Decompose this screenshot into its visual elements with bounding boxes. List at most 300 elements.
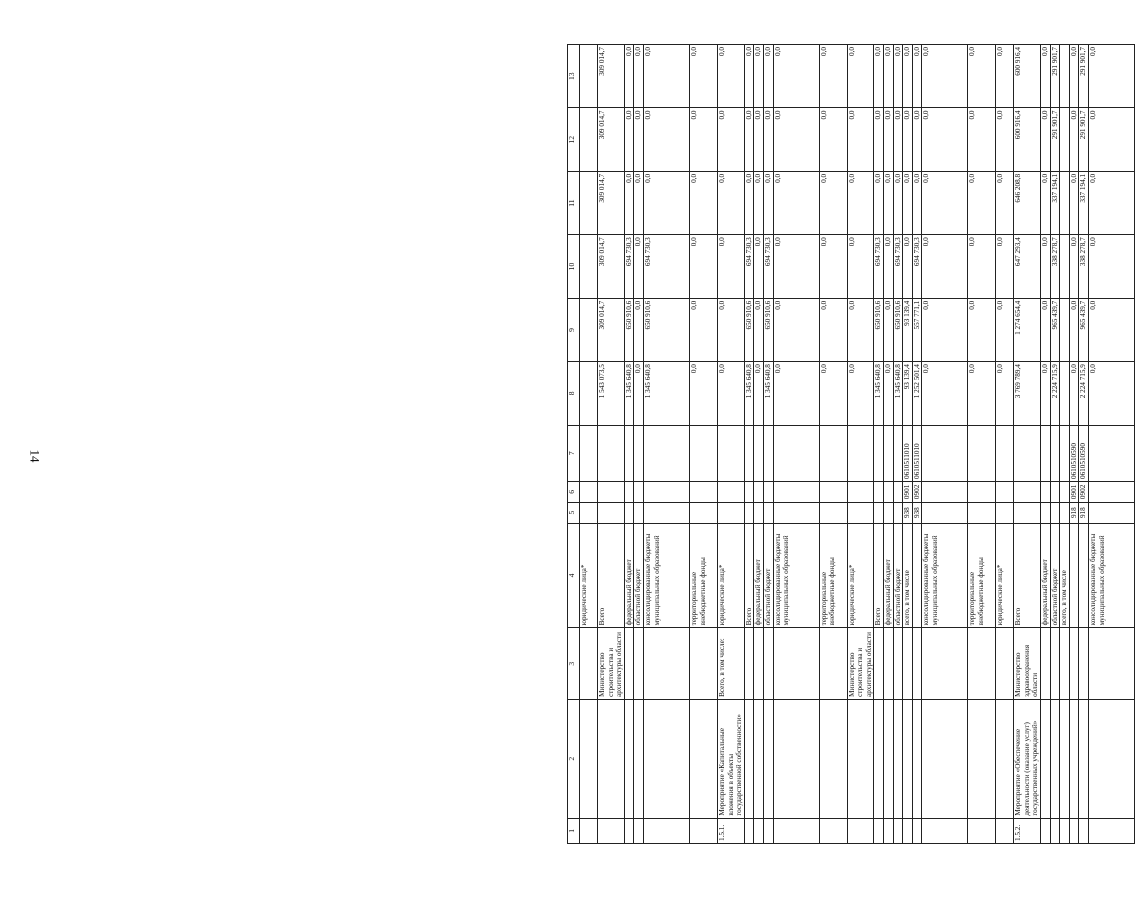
amount-cell: 0,0 (773, 362, 819, 425)
header-cell: 4 (568, 523, 580, 628)
executor-cell (903, 628, 913, 699)
amount-cell: 0,0 (912, 171, 922, 234)
table-body (568, 45, 1135, 844)
csr-cell (763, 425, 773, 481)
rzpr-cell (893, 482, 903, 503)
executor-cell (1079, 628, 1089, 699)
amount-cell (1060, 235, 1070, 298)
budget-table (567, 44, 1135, 844)
amount-cell: 0,0 (912, 108, 922, 171)
amount-cell (1060, 45, 1070, 109)
amount-cell (580, 171, 598, 234)
event-name-cell (744, 699, 754, 818)
grbs-cell: 918 (1069, 502, 1079, 523)
amount-cell: 1 345 640,8 (874, 362, 884, 425)
amount-cell: 0,0 (634, 298, 644, 361)
amount-cell: 650 910,6 (643, 298, 689, 361)
row-number-cell (1089, 818, 1135, 843)
amount-cell: 1 274 654,4 (1014, 298, 1041, 361)
amount-cell: 0,0 (968, 235, 996, 298)
amount-cell: 0,0 (883, 45, 893, 109)
amount-cell: 0,0 (996, 235, 1014, 298)
source-cell (1079, 523, 1089, 628)
executor-cell (1050, 628, 1060, 699)
row-number-cell (847, 818, 874, 843)
amount-cell: 0,0 (689, 362, 717, 425)
rzpr-cell (717, 482, 744, 503)
source-cell: областной бюджет (893, 523, 903, 628)
csr-cell (922, 425, 968, 481)
amount-cell: 0,0 (773, 108, 819, 171)
rzpr-cell: 0901 (1069, 482, 1079, 503)
grbs-cell (1041, 502, 1051, 523)
amount-cell: 0,0 (912, 45, 922, 109)
amount-cell: 0,0 (883, 362, 893, 425)
grbs-cell (717, 502, 744, 523)
amount-cell: 0,0 (689, 45, 717, 109)
amount-cell: 0,0 (847, 171, 874, 234)
rzpr-cell (819, 482, 847, 503)
amount-cell: 0,0 (754, 171, 764, 234)
amount-cell: 1 345 640,8 (763, 362, 773, 425)
event-name-cell (883, 699, 893, 818)
amount-cell: 0,0 (754, 235, 764, 298)
executor-cell (1089, 628, 1135, 699)
source-cell: юридические лица* (717, 523, 744, 628)
table-row (912, 45, 922, 844)
amount-cell: 650 910,6 (624, 298, 634, 361)
amount-cell: 0,0 (968, 45, 996, 109)
table-row (643, 45, 689, 844)
event-name-cell: Мероприятие «Обеспечение деятельности (оказание услуг) государственных учреждений» (1014, 699, 1041, 818)
table-row (883, 45, 893, 844)
event-name-cell (912, 699, 922, 818)
source-cell: всего, в том числе (903, 523, 913, 628)
csr-cell (883, 425, 893, 481)
csr-cell (819, 425, 847, 481)
amount-cell: 0,0 (717, 298, 744, 361)
amount-cell: 0,0 (744, 171, 754, 234)
amount-cell: 0,0 (1041, 298, 1051, 361)
event-name-cell (903, 699, 913, 818)
table-row (1050, 45, 1060, 844)
executor-cell (763, 628, 773, 699)
event-name-cell (1069, 699, 1079, 818)
row-number-cell (1079, 818, 1089, 843)
row-number-cell (754, 818, 764, 843)
amount-cell: 0,0 (922, 108, 968, 171)
grbs-cell (643, 502, 689, 523)
executor-cell (580, 628, 598, 699)
csr-cell (580, 425, 598, 481)
table-row (968, 45, 996, 844)
event-name-cell (1041, 699, 1051, 818)
amount-cell: 0,0 (847, 298, 874, 361)
table-row (717, 45, 744, 844)
rzpr-cell (744, 482, 754, 503)
rzpr-cell (883, 482, 893, 503)
row-number-cell: 1.5.2. (1014, 818, 1041, 843)
amount-cell: 0,0 (773, 235, 819, 298)
rzpr-cell (624, 482, 634, 503)
amount-cell: 694 730,3 (624, 235, 634, 298)
executor-cell (912, 628, 922, 699)
amount-cell (1060, 298, 1070, 361)
source-cell (1069, 523, 1079, 628)
row-number-cell (634, 818, 644, 843)
row-number-cell (773, 818, 819, 843)
csr-cell (1041, 425, 1051, 481)
amount-cell: 965 439,7 (1079, 298, 1089, 361)
source-cell: областной бюджет (1050, 523, 1060, 628)
source-cell: Всего (598, 523, 625, 628)
csr-cell (1089, 425, 1135, 481)
page-number: 14 (27, 449, 43, 463)
executor-cell: Министерство здравоохранения области (1014, 628, 1041, 699)
rzpr-cell (580, 482, 598, 503)
amount-cell: 694 730,3 (874, 235, 884, 298)
amount-cell: 0,0 (689, 171, 717, 234)
row-number-cell (744, 818, 754, 843)
amount-cell: 694 730,3 (744, 235, 754, 298)
executor-cell (874, 628, 884, 699)
source-cell: юридические лица* (847, 523, 874, 628)
row-number-cell (874, 818, 884, 843)
amount-cell: 0,0 (744, 108, 754, 171)
rzpr-cell (754, 482, 764, 503)
table-row (763, 45, 773, 844)
header-cell: 11 (568, 171, 580, 234)
table-row (903, 45, 913, 844)
source-cell: юридические лица* (996, 523, 1014, 628)
source-cell: консолидированные бюджеты муниципальных образований (643, 523, 689, 628)
amount-cell: 1 345 640,8 (643, 362, 689, 425)
table-row (1089, 45, 1135, 844)
amount-cell: 93 139,4 (903, 298, 913, 361)
row-number-cell (883, 818, 893, 843)
table-row (1014, 45, 1041, 844)
executor-cell (744, 628, 754, 699)
amount-cell: 0,0 (874, 45, 884, 109)
amount-cell (1060, 362, 1070, 425)
amount-cell: 0,0 (883, 298, 893, 361)
table-row (689, 45, 717, 844)
event-name-cell (598, 699, 625, 818)
csr-cell (624, 425, 634, 481)
grbs-cell (624, 502, 634, 523)
source-cell: территориальные внебюджетные фонды (968, 523, 996, 628)
amount-cell: 0,0 (819, 45, 847, 109)
csr-cell: 0610510590 (1079, 425, 1089, 481)
executor-cell (1041, 628, 1051, 699)
amount-cell: 0,0 (922, 362, 968, 425)
executor-cell (922, 628, 968, 699)
amount-cell: 0,0 (819, 108, 847, 171)
table-row (874, 45, 884, 844)
amount-cell: 0,0 (903, 171, 913, 234)
source-cell: областной бюджет (763, 523, 773, 628)
amount-cell: 0,0 (893, 45, 903, 109)
amount-cell: 291 901,7 (1050, 108, 1060, 171)
amount-cell: 309 014,7 (598, 108, 625, 171)
source-cell: федеральный бюджет (754, 523, 764, 628)
row-number-cell (624, 818, 634, 843)
event-name-cell (922, 699, 968, 818)
rzpr-cell (1041, 482, 1051, 503)
event-name-cell (968, 699, 996, 818)
source-cell (912, 523, 922, 628)
amount-cell (580, 235, 598, 298)
header-cell: 5 (568, 502, 580, 523)
amount-cell: 309 014,7 (598, 298, 625, 361)
amount-cell: 337 194,1 (1050, 171, 1060, 234)
row-number-cell (580, 818, 598, 843)
amount-cell: 0,0 (922, 298, 968, 361)
grbs-cell: 918 (1079, 502, 1089, 523)
grbs-cell (754, 502, 764, 523)
table-row (1041, 45, 1051, 844)
executor-cell (883, 628, 893, 699)
source-cell: областной бюджет (634, 523, 644, 628)
amount-cell (580, 108, 598, 171)
grbs-cell (744, 502, 754, 523)
executor-cell (996, 628, 1014, 699)
amount-cell: 0,0 (819, 298, 847, 361)
table-row (893, 45, 903, 844)
amount-cell: 337 194,1 (1079, 171, 1089, 234)
amount-cell: 0,0 (643, 108, 689, 171)
row-number-cell (598, 818, 625, 843)
amount-cell (580, 362, 598, 425)
grbs-cell (1060, 502, 1070, 523)
grbs-cell (1089, 502, 1135, 523)
csr-cell (717, 425, 744, 481)
executor-cell: Министерство строительства и архитектуры области (847, 628, 874, 699)
executor-cell (968, 628, 996, 699)
amount-cell: 0,0 (1089, 235, 1135, 298)
event-name-cell (847, 699, 874, 818)
amount-cell: 0,0 (717, 45, 744, 109)
amount-cell: 0,0 (763, 171, 773, 234)
source-cell: консолидированные бюджеты муниципальных образований (773, 523, 819, 628)
amount-cell: 291 901,7 (1079, 45, 1089, 109)
table-row (1069, 45, 1079, 844)
amount-cell: 0,0 (847, 362, 874, 425)
amount-cell: 338 278,7 (1050, 235, 1060, 298)
grbs-cell (847, 502, 874, 523)
amount-cell: 0,0 (968, 362, 996, 425)
amount-cell: 0,0 (847, 45, 874, 109)
rzpr-cell (1014, 482, 1041, 503)
row-number-cell (1050, 818, 1060, 843)
amount-cell: 0,0 (1041, 45, 1051, 109)
amount-cell: 0,0 (717, 108, 744, 171)
amount-cell: 0,0 (1041, 108, 1051, 171)
amount-cell: 0,0 (874, 171, 884, 234)
event-name-cell (996, 699, 1014, 818)
amount-cell: 0,0 (643, 45, 689, 109)
table-row (598, 45, 625, 844)
row-number-cell (996, 818, 1014, 843)
event-name-cell (819, 699, 847, 818)
event-name-cell (1079, 699, 1089, 818)
event-name-cell (1060, 699, 1070, 818)
amount-cell: 1 345 640,8 (893, 362, 903, 425)
csr-cell: 0610510590 (1069, 425, 1079, 481)
source-cell: федеральный бюджет (883, 523, 893, 628)
amount-cell: 0,0 (996, 362, 1014, 425)
amount-cell: 0,0 (968, 171, 996, 234)
amount-cell: 0,0 (819, 235, 847, 298)
grbs-cell (634, 502, 644, 523)
header-cell: 3 (568, 628, 580, 699)
event-name-cell (689, 699, 717, 818)
amount-cell: 0,0 (996, 108, 1014, 171)
event-name-cell (1050, 699, 1060, 818)
amount-cell: 0,0 (717, 171, 744, 234)
rzpr-cell: 0901 (903, 482, 913, 503)
amount-cell: 0,0 (903, 45, 913, 109)
header-cell: 9 (568, 298, 580, 361)
row-number-cell (922, 818, 968, 843)
row-number-cell (968, 818, 996, 843)
amount-cell: 600 916,4 (1014, 108, 1041, 171)
amount-cell: 0,0 (624, 171, 634, 234)
header-cell: 6 (568, 482, 580, 503)
amount-cell: 0,0 (624, 45, 634, 109)
rzpr-cell: 0902 (912, 482, 922, 503)
header-cell: 13 (568, 45, 580, 109)
grbs-cell (819, 502, 847, 523)
amount-cell: 650 910,6 (763, 298, 773, 361)
table-row (580, 45, 598, 844)
amount-cell: 965 439,7 (1050, 298, 1060, 361)
amount-cell: 338 278,7 (1079, 235, 1089, 298)
source-cell: консолидированные бюджеты муниципальных образований (1089, 523, 1135, 628)
executor-cell (754, 628, 764, 699)
amount-cell: 0,0 (634, 108, 644, 171)
source-cell: федеральный бюджет (624, 523, 634, 628)
row-number-cell (1060, 818, 1070, 843)
csr-cell (1060, 425, 1070, 481)
executor-cell: Всего, в том числе: (717, 628, 744, 699)
rzpr-cell (1089, 482, 1135, 503)
amount-cell: 600 916,4 (1014, 45, 1041, 109)
executor-cell (819, 628, 847, 699)
amount-cell: 309 014,7 (598, 45, 625, 109)
rzpr-cell (874, 482, 884, 503)
grbs-cell (883, 502, 893, 523)
amount-cell: 0,0 (1089, 108, 1135, 171)
header-cell: 1 (568, 818, 580, 843)
csr-cell (634, 425, 644, 481)
amount-cell: 646 208,8 (1014, 171, 1041, 234)
row-number-cell: 1.5.1. (717, 818, 744, 843)
amount-cell: 0,0 (773, 171, 819, 234)
header-cell: 12 (568, 108, 580, 171)
amount-cell: 694 730,3 (763, 235, 773, 298)
grbs-cell (580, 502, 598, 523)
amount-cell: 0,0 (717, 235, 744, 298)
grbs-cell (1050, 502, 1060, 523)
amount-cell (580, 45, 598, 109)
header-cell: 7 (568, 425, 580, 481)
amount-cell (580, 298, 598, 361)
row-number-cell (903, 818, 913, 843)
amount-cell: 0,0 (819, 171, 847, 234)
rzpr-cell (773, 482, 819, 503)
csr-cell (893, 425, 903, 481)
amount-cell: 694 730,3 (643, 235, 689, 298)
amount-cell: 0,0 (773, 298, 819, 361)
amount-cell: 291 901,7 (1050, 45, 1060, 109)
amount-cell: 93 139,4 (903, 362, 913, 425)
executor-cell (773, 628, 819, 699)
amount-cell: 0,0 (1069, 171, 1079, 234)
grbs-cell (598, 502, 625, 523)
amount-cell: 0,0 (643, 171, 689, 234)
row-number-cell (643, 818, 689, 843)
grbs-cell: 938 (912, 502, 922, 523)
rzpr-cell (1050, 482, 1060, 503)
event-name-cell: Мероприятие «Капитальные вложения в объекты государственной собственности» (717, 699, 744, 818)
table-row (1060, 45, 1070, 844)
amount-cell: 0,0 (1089, 45, 1135, 109)
csr-cell (689, 425, 717, 481)
amount-cell: 1 252 501,4 (912, 362, 922, 425)
amount-cell: 0,0 (819, 362, 847, 425)
csr-cell (643, 425, 689, 481)
event-name-cell (624, 699, 634, 818)
executor-cell (624, 628, 634, 699)
table-row (922, 45, 968, 844)
grbs-cell (968, 502, 996, 523)
event-name-cell (580, 699, 598, 818)
table-row (847, 45, 874, 844)
amount-cell: 0,0 (1069, 108, 1079, 171)
table-row (773, 45, 819, 844)
source-cell: Всего (1014, 523, 1041, 628)
csr-cell: 0610511010 (912, 425, 922, 481)
amount-cell: 0,0 (1069, 235, 1079, 298)
executor-cell: Министерство строительства и архитектуры области (598, 628, 625, 699)
csr-cell (847, 425, 874, 481)
rzpr-cell: 0902 (1079, 482, 1089, 503)
amount-cell: 1 345 640,8 (624, 362, 634, 425)
header-cell: 10 (568, 235, 580, 298)
amount-cell: 0,0 (634, 171, 644, 234)
csr-cell: 0610511010 (903, 425, 913, 481)
amount-cell: 647 293,4 (1014, 235, 1041, 298)
amount-cell: 1 345 640,8 (744, 362, 754, 425)
rzpr-cell (643, 482, 689, 503)
event-name-cell (643, 699, 689, 818)
amount-cell: 650 910,6 (744, 298, 754, 361)
grbs-cell (689, 502, 717, 523)
rzpr-cell (922, 482, 968, 503)
csr-cell (996, 425, 1014, 481)
amount-cell: 0,0 (847, 235, 874, 298)
table-row (754, 45, 764, 844)
executor-cell (893, 628, 903, 699)
event-name-cell (773, 699, 819, 818)
row-number-cell (912, 818, 922, 843)
amount-cell: 0,0 (634, 235, 644, 298)
amount-cell: 0,0 (922, 45, 968, 109)
row-number-cell (819, 818, 847, 843)
amount-cell: 0,0 (763, 45, 773, 109)
amount-cell: 0,0 (996, 298, 1014, 361)
